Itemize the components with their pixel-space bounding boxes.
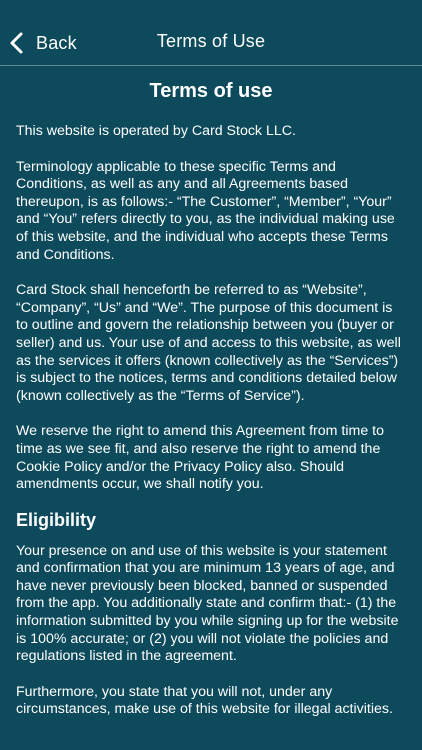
eligibility-heading: Eligibility [16, 509, 97, 530]
nav-title: Terms of Use [156, 31, 266, 51]
amendment-paragraph: We reserve the right to amend this Agreement from time to time as we see fit, and also reserve the right to amend the Cookie Policy and/or the Privacy Policy also. Should amendments occur, we shall notify you. [16, 423, 384, 493]
terminology-paragraph: Terminology applicable to these specific Terms and Conditions, as well as any and all Agreements based thereupon, is as follows:- “The Customer”, “Member”, “Your” and “You” refers directly to you, as the individual making use of this website, and the individual who accepts these Terms and Conditions. [16, 158, 395, 263]
company-paragraph: Card Stock shall henceforth be referred to as “Website”, “Company”, “Us” and “We”. The purpose of this document is to outline and govern the relationship between you (buyer or seller) and us. Your use of and access to this website, as well as the services it offers (known collectively as the “Services”) is subject to the notices, terms and conditions detailed below (known collectively as the “Terms of Service”). [16, 282, 401, 404]
navigation-bar [0, 0, 422, 66]
eligibility-paragraph: Your presence on and use of this website is your statement and confirmation that you are minimum 13 years of age, and have never previously been blocked, banned or suspended from the app. You additionally state and confirm that:- (1) the information submitted by you while signing up for the website is 100% accurate; or (2) you will not violate the policies and regulations listed in the agreement. [16, 542, 399, 665]
operator-paragraph: This website is operated by Card Stock LLC. [16, 123, 296, 139]
terms-content[interactable] [16, 66, 406, 750]
back-label: Back [36, 32, 77, 53]
illegal-use-paragraph: Furthermore, you state that you will not, under any circumstances, make use of this website for illegal activities. [16, 683, 393, 718]
document-title: Terms of use [149, 80, 273, 102]
